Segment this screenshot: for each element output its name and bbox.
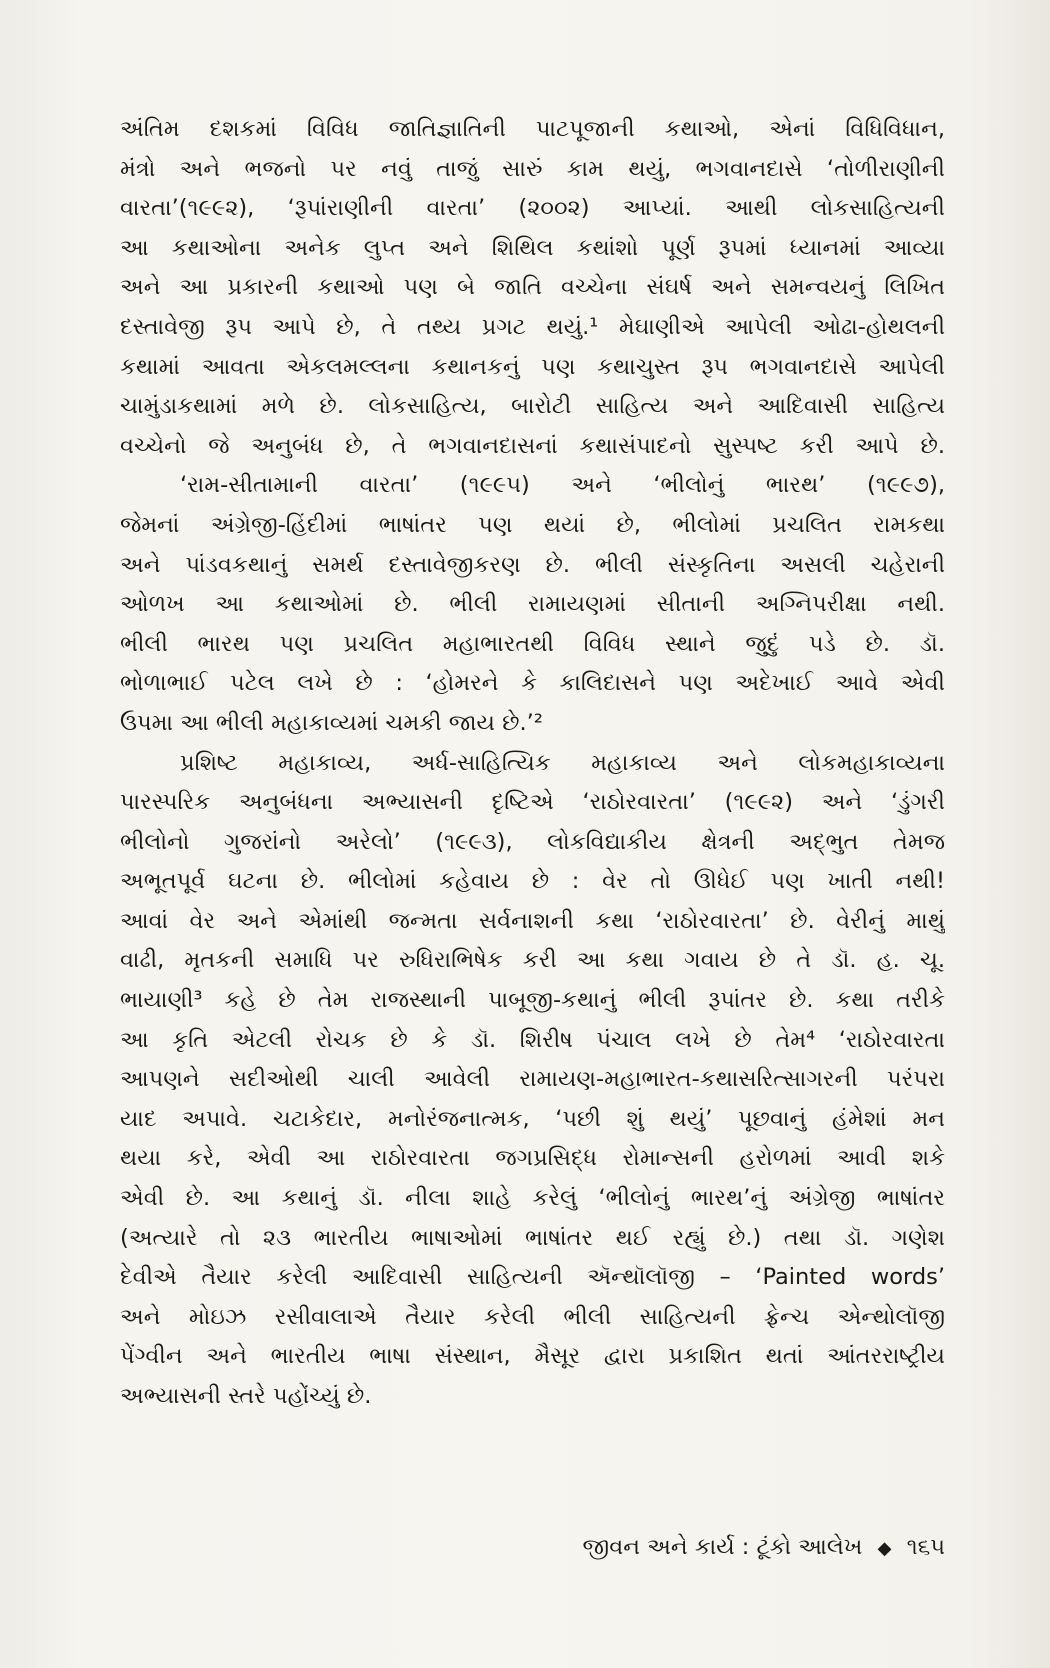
text-line: અને પાંડવકથાનું સમર્થ દસ્તાવેજીકરણ છે. ભીલી સંસ્કૃતિના અસલી ચહેરાની — [120, 551, 945, 578]
text-line: આ કથાઓના અનેક લુપ્ત અને શિથિલ કથાંશો પૂર્ણ રૂપમાં ધ્યાનમાં આવ્યા — [120, 234, 945, 261]
text-line: કથામાં આવતા એકલમલ્લના કથાનકનું પણ કથાચુસ્ત રૂપ ભગવાનદાસે આપેલી — [120, 353, 945, 380]
text-line: અને આ પ્રકારની કથાઓ પણ બે જાતિ વચ્ચેના સંઘર્ષ અને સમન્વયનું લિખિત — [120, 274, 945, 301]
text-line: યાદ અપાવે. ચટાકેદાર, મનોરંજનાત્મક, ‘પછી શું થયું’ પૂછવાનું હંમેશાં મન — [120, 1105, 945, 1132]
text-line: એવી છે. આ કથાનું ડૉ. નીલા શાહે કરેલું ‘ભીલોનું ભારથ’નું અંગ્રેજી ભાષાંતર — [120, 1185, 945, 1212]
text-line: પ્રશિષ્ટ મહાકાવ્ય, અર્ધ-સાહિત્યિક મહાકાવ્ય અને લોકમહાકાવ્યના — [180, 749, 945, 776]
running-footer — [0, 1534, 945, 1560]
text-line: આપણને સદીઓથી ચાલી આવેલી રામાયણ-મહાભારત-કથાસરિત્સાગરની પરંપરા — [120, 1066, 945, 1093]
text-line: અભૂતપૂર્વ ઘટના છે. ભીલોમાં કહેવાય છે : વેર તો ઊધેઈ પણ ખાતી નથી! — [120, 868, 945, 895]
text-line: મંત્રો અને ભજનો પર નવું તાજું સારું કામ થયું, ભગવાનદાસે ‘તોળીરાણીની — [120, 155, 945, 182]
text-line: વચ્ચેનો જે અનુબંધ છે, તે ભગવાનદાસનાં કથાસંપાદનો સુસ્પષ્ટ કરી આપે છે. — [120, 432, 945, 459]
text-line: દસ્તાવેજી રૂપ આપે છે, તે તથ્ય પ્રગટ થયું.¹ મેઘાણીએ આપેલી ઓઢા-હોથલની — [120, 313, 945, 340]
text-line: વાઢી, મૃતકની સમાધિ પર રુધિરાભિષેક કરી આ કથા ગવાય છે તે ડૉ. હ. ચૂ. — [120, 947, 945, 974]
text-line: ભીલોનો ગુજરાંનો અરેલો’ (૧૯૯૩), લોકવિદ્યાકીય ક્ષેત્રની અદ્‌ભુત તેમજ — [120, 828, 945, 855]
text-line: પારસ્પરિક અનુબંધના અભ્યાસની દૃષ્ટિએ ‘રાઠોરવારતા’ (૧૯૯૨) અને ‘ડુંગરી — [120, 789, 945, 816]
text-line: જેમનાં અંગ્રેજી-હિંદીમાં ભાષાંતર પણ થયાં છે, ભીલોમાં પ્રચલિત રામકથા — [120, 511, 945, 538]
diamond-icon: ◆ — [877, 1538, 892, 1559]
text-line: ભાયાણી³ કહે છે તેમ રાજસ્થાની પાબૂજી-કથાનું ભીલી રૂપાંતર છે. કથા તરીકે — [120, 987, 945, 1014]
text-line: વારતા’(૧૯૯૨), ‘રૂપાંરાણીની વારતા’ (૨૦૦૨) આપ્યાં. આથી લોકસાહિત્યની — [120, 195, 945, 222]
text-line: આવાં વેર અને એમાંથી જન્મતા સર્વનાશની કથા ‘રાઠોરવારતા’ છે. વેરીનું માથું — [120, 907, 945, 934]
text-line: થયા કરે, એવી આ રાઠોરવારતા જગપ્રસિદ્ધ રોમાન્સની હરોળમાં આવી શકે — [120, 1145, 945, 1172]
text-line: ભોળાભાઈ પટેલ લખે છે : ‘હોમરને કે કાલિદાસને પણ અદેખાઈ આવે એવી — [120, 670, 945, 697]
text-line: ઓળખ આ કથાઓમાં છે. ભીલી રામાયણમાં સીતાની અગ્નિપરીક્ષા નથી. — [120, 591, 945, 618]
body-text — [120, 110, 945, 1417]
text-line: આ કૃતિ એટલી રોચક છે કે ડૉ. શિરીષ પંચાલ લખે છે તેમ⁴ ‘રાઠોરવારતા — [120, 1026, 945, 1053]
text-line: ભીલી ભારથ પણ પ્રચલિત મહાભારતથી વિવિધ સ્થાને જુદું પડે છે. ડૉ. — [120, 630, 945, 657]
text-line: અંતિમ દશકમાં વિવિધ જાતિજ્ઞાતિની પાટપૂજાની કથાઓ, એનાં વિધિવિધાન, — [120, 116, 945, 142]
footer-title: જીવન અને કાર્ય : ટૂંકો આલેખ — [582, 1534, 863, 1560]
text-line: ઉપમા આ ભીલી મહાકાવ્યમાં ચમકી જાય છે.’² — [120, 709, 543, 736]
text-line: પેંગ્વીન અને ભારતીય ભાષા સંસ્થાન, મૈસૂર દ્વારા પ્રકાશિત થતાં આંતરરાષ્ટ્રીય — [120, 1343, 945, 1370]
text-line: (અત્યારે તો ૨૩ ભારતીય ભાષાઓમાં ભાષાંતર થઈ રહ્યું છે.) તથા ડૉ. ગણેશ — [120, 1224, 945, 1251]
text-line: ‘રામ-સીતામાની વારતા’ (૧૯૯૫) અને ‘ભીલોનું ભારથ’ (૧૯૯૭), — [180, 472, 945, 499]
text-line: ચામુંડાકથામાં મળે છે. લોકસાહિત્ય, બારોટી સાહિત્ય અને આદિવાસી સાહિત્ય — [120, 393, 945, 420]
text-line: દેવીએ તૈયાર કરેલી આદિવાસી સાહિત્યની ઍન્થૉલૉજી – ‘Painted words’ — [120, 1264, 945, 1291]
text-line: અભ્યાસની સ્તરે પહોંચ્યું છે. — [120, 1383, 372, 1409]
text-line: અને મોઇઝ રસીવાલાએ તૈયાર કરેલી ભીલી સાહિત્યની ફ્રેન્ચ એન્થોલૉજી — [120, 1303, 945, 1330]
page-number: ૧૬૫ — [906, 1534, 945, 1560]
